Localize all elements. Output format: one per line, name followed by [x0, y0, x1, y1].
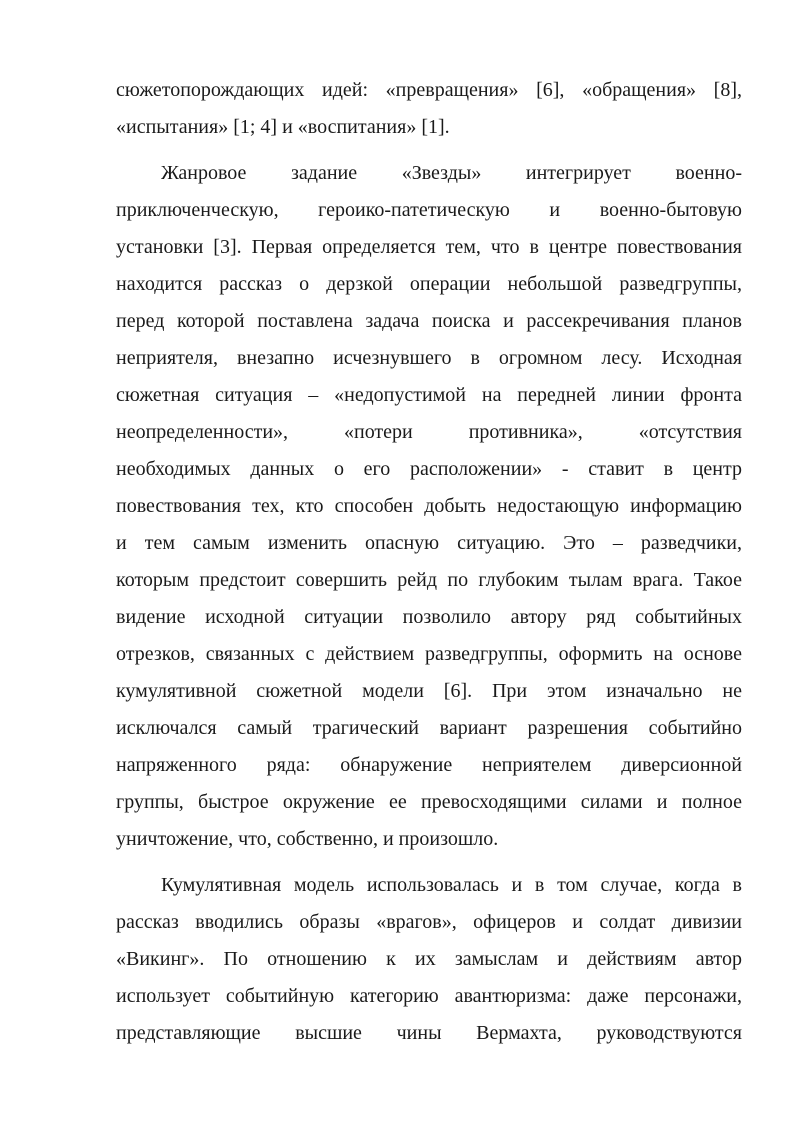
- text-line: кумулятивной сюжетной модели [6]. При этом изначально не: [116, 680, 742, 702]
- text-line: использует событийную категорию авантюризма: даже персонажи,: [116, 985, 742, 1007]
- text-line: установки [3]. Первая определяется тем, что в центре повествования: [116, 236, 742, 258]
- text-line: исключался самый трагический вариант разрешения событийно: [116, 717, 742, 739]
- paragraph-1: [116, 72, 742, 146]
- text-line: напряженного ряда: обнаружение неприятелем диверсионной: [116, 754, 742, 776]
- text-line: неопределенности», «потери противника», «отсутствия: [116, 421, 742, 443]
- paragraph-2: [116, 155, 742, 858]
- text-line: неприятеля, внезапно исчезнувшего в огромном лесу. Исходная: [116, 347, 742, 369]
- paragraph-3: [116, 867, 742, 1052]
- text-line: Кумулятивная модель использовалась и в том случае, когда в: [161, 874, 742, 896]
- text-line: рассказ вводились образы «врагов», офицеров и солдат дивизии: [116, 911, 742, 933]
- text-line: которым предстоит совершить рейд по глубоким тылам врага. Такое: [116, 569, 742, 591]
- text-line: сюжетопорождающих идей: «превращения» [6], «обращения» [8],: [116, 79, 742, 101]
- text-line: видение исходной ситуации позволило автору ряд событийных: [116, 606, 742, 628]
- text-line: и тем самым изменить опасную ситуацию. Это – разведчики,: [116, 532, 742, 554]
- text-line: сюжетная ситуация – «недопустимой на передней линии фронта: [116, 384, 742, 406]
- text-line: уничтожение, что, собственно, и произошло.: [116, 828, 499, 850]
- text-line: находится рассказ о дерзкой операции небольшой разведгруппы,: [116, 273, 742, 295]
- document-page: [116, 72, 742, 1052]
- text-line: необходимых данных о его расположении» - ставит в центр: [116, 458, 742, 480]
- text-line: отрезков, связанных с действием разведгруппы, оформить на основе: [116, 643, 742, 665]
- text-line: перед которой поставлена задача поиска и рассекречивания планов: [116, 310, 742, 332]
- text-line: «Викинг». По отношению к их замыслам и действиям автор: [116, 948, 742, 970]
- text-line: повествования тех, кто способен добыть недостающую информацию: [116, 495, 742, 517]
- text-line: приключенческую, героико-патетическую и военно-бытовую: [116, 199, 742, 221]
- text-line: группы, быстрое окружение ее превосходящими силами и полное: [116, 791, 742, 813]
- text-line: Жанровое задание «Звезды» интегрирует военно-: [161, 162, 742, 184]
- text-line: «испытания» [1; 4] и «воспитания» [1].: [116, 116, 450, 138]
- text-line: представляющие высшие чины Вермахта, руководствуются: [116, 1022, 742, 1044]
